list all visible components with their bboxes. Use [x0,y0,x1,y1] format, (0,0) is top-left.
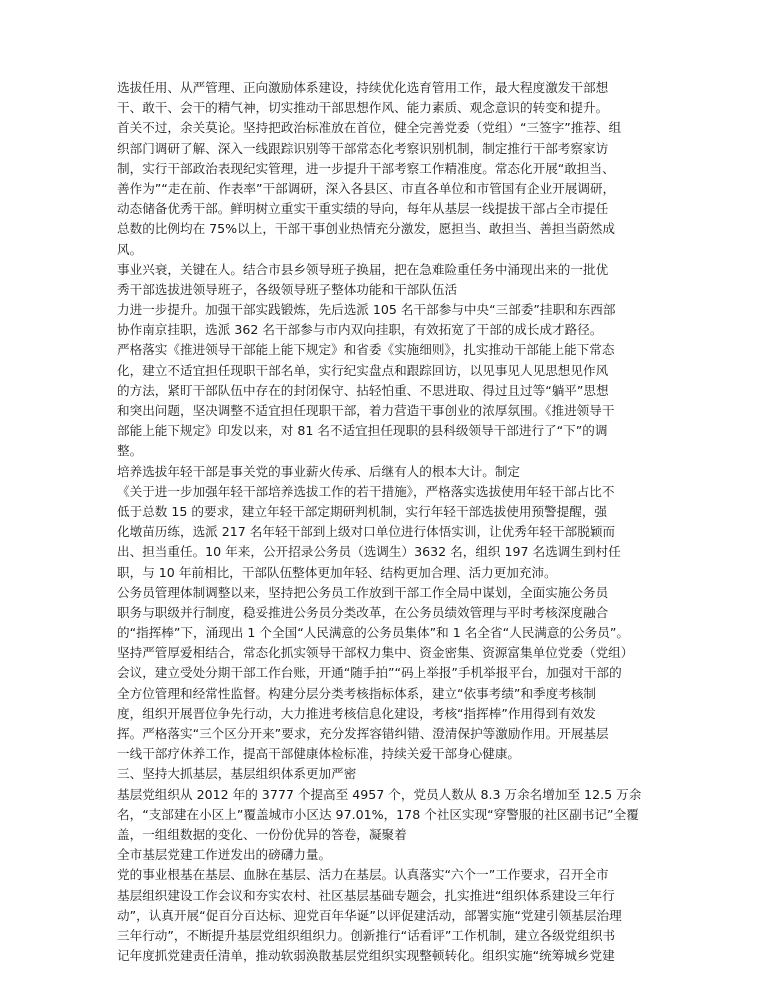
text-line: 一线干部疗休养工作，提高干部健康体检标准，持续关爱干部身心健康。 [117,746,520,762]
text-line: 培养选拔年轻干部是事关党的事业薪火传承、后继有人的根本大计。制定 [117,463,520,479]
text-line: 化墩苗历练，选派 217 名年轻干部到上级对口单位进行体悟实训，让优秀年轻干部脱颖而 [117,524,616,540]
text-line: 严格落实《推进领导干部能上能下规定》和省委《实施细则》，扎实推动干部能上能下常态 [117,342,615,358]
text-line: 协作南京挂职，选派 362 名干部参与市内双向挂职，有效拓宽了干部的成长成才路径。 [117,322,603,338]
text-line: 出、担当重任。10 年来，公开招录公务员（选调生）3632 名，组织 197 名选调生到村任 [117,544,621,560]
text-line: 动态储备优秀干部。鲜明树立重实干重实绩的导向，每年从基层一线提拔干部占全市提任 [117,201,609,217]
text-line: 盖，一组组数据的变化、一份份优异的答卷，凝聚着 [117,826,407,842]
text-line: 首关不过，余关莫论。坚持把政治标准放在首位，健全完善党委（党组）“三签字”推荐、组 [117,120,622,136]
text-line: 部能上能下规定》印发以来，对 81 名不适宜担任现职的县科级领导干部进行了“下”的调 [117,423,608,439]
text-line: 三、坚持大抓基层，基层组织体系更加严密 [117,766,357,782]
text-line: 公务员管理体制调整以来，坚持把公务员工作放到干部工作全局中谋划，全面实施公务员 [117,584,609,600]
text-line: 名，“支部建在小区上”覆盖城市小区达 97.01%，178 个社区实现“穿警服的社区副书记”全覆 [117,806,639,822]
text-line: 的“指挥棒”下，涌现出 1 个全国“人民满意的公务员集体”和 1 名全省“人民满意的公务员”。 [117,625,629,641]
text-line: 全市基层党建工作迸发出的磅礴力量。 [117,847,332,863]
text-line: 织部门调研了解、深入一线跟踪识别等干部常态化考察识别机制，制定推行干部考察家访 [117,140,609,156]
text-line: 的方法，紧盯干部队伍中存在的封闭保守、拈轻怕重、不思进取、得过且过等“躺平”思想 [117,382,609,398]
text-line: 事业兴衰，关键在人。结合市县乡领导班子换届，把在急难险重任务中涌现出来的一批优 [117,261,609,277]
text-line: 风。 [117,241,143,257]
text-line: 和突出问题，坚决调整不适宜担任现职干部，着力营造干事创业的浓厚氛围。《推进领导干 [117,403,615,418]
text-line: 坚持严管厚爱相结合，常态化抓实领导干部权力集中、资金密集、资源富集单位党委（党组） [117,645,634,661]
text-line: 总数的比例均在 75%以上，干部干事创业热情充分激发，愿担当、敢担当、善担当蔚然成 [117,221,615,237]
text-line: 化，建立不适宜担任现职干部名单，实行纪实盘点和跟踪回访，以见事见人见思想见作风 [117,362,609,378]
text-line: 选拔任用、从严管理、正向激励体系建设，持续优化选育管用工作，最大程度激发干部想 [117,80,609,95]
text-line: 记年度抓党建责任清单，推动软弱涣散基层党组织实现整顿转化。组织实施“统筹城乡党建 [117,948,615,964]
text-line: 三年行动”，不断提升基层党组织组织力。创新推行“话看评”工作机制，建立各级党组织书 [117,927,616,943]
text-line: 整。 [117,443,143,459]
text-line: 动”，认真开展“促百分百达标、迎党百年华诞”以评促建活动，部署实施“党建引领基层治理 [117,907,622,923]
text-line: 力进一步提升。加强干部实践锻炼，先后选派 105 名干部参与中央“三部委”挂职和东西部 [117,302,616,318]
text-line: 党的事业根基在基层、血脉在基层、活力在基层。认真落实“六个一”工作要求，召开全市 [117,867,609,883]
text-line: 制，实行干部政治表现纪实管理，进一步提升干部考察工作精准度。常态化开展“敢担当、 [117,160,615,176]
text-line: 全方位管理和经常性监督。构建分层分类考核指标体系，建立“依事考绩”和季度考核制 [117,685,597,701]
text-line: 低于总数 15 的要求，建立年轻干部定期研判机制，实行年轻干部选拔使用预警提醒，强 [117,503,608,519]
text-line: 基层党组织从 2012 年的 3777 个提高至 4957 个，党员人数从 8.3 万余名增加至 12.5 万余 [117,786,642,802]
text-line: 挥。严格落实“三个区分开来”要求，充分发挥容错纠错、澄清保护等激励作用。开展基层 [117,726,609,741]
text-line: 《关于进一步加强年轻干部培养选拔工作的若干措施》，严格落实选拔使用年轻干部占比不 [117,483,615,499]
document-body [117,78,657,966]
text-line: 干、敢干、会干的精气神，切实推动干部思想作风、能力素质、观念意识的转变和提升。 [117,100,609,116]
text-line: 度，组织开展晋位争先行动，大力推进考核信息化建设，考核“指挥棒”作用得到有效发 [117,705,597,721]
text-line: 职，与 10 年前相比，干部队伍整体更加年轻、结构更加合理、活力更加充沛。 [117,564,557,580]
text-line: 基层组织建设工作会议和夯实农村、社区基层基础专题会，扎实推进“组织体系建设三年行 [117,887,615,903]
text-line: 善作为”“走在前、作表率”干部调研，深入各县区、市直各单位和市管国有企业开展调研， [117,180,616,196]
text-line: 职务与职级并行制度，稳妥推进公务员分类改革，在公务员绩效管理与平时考核深度融合 [117,604,609,620]
text-line: 会议，建立受处分期干部工作台账，开通“随手拍”“码上举报”手机举报平台，加强对干部的 [117,665,622,681]
text-line: 秀干部选拔进领导班子，各级领导班子整体功能和干部队伍活 [117,281,458,297]
